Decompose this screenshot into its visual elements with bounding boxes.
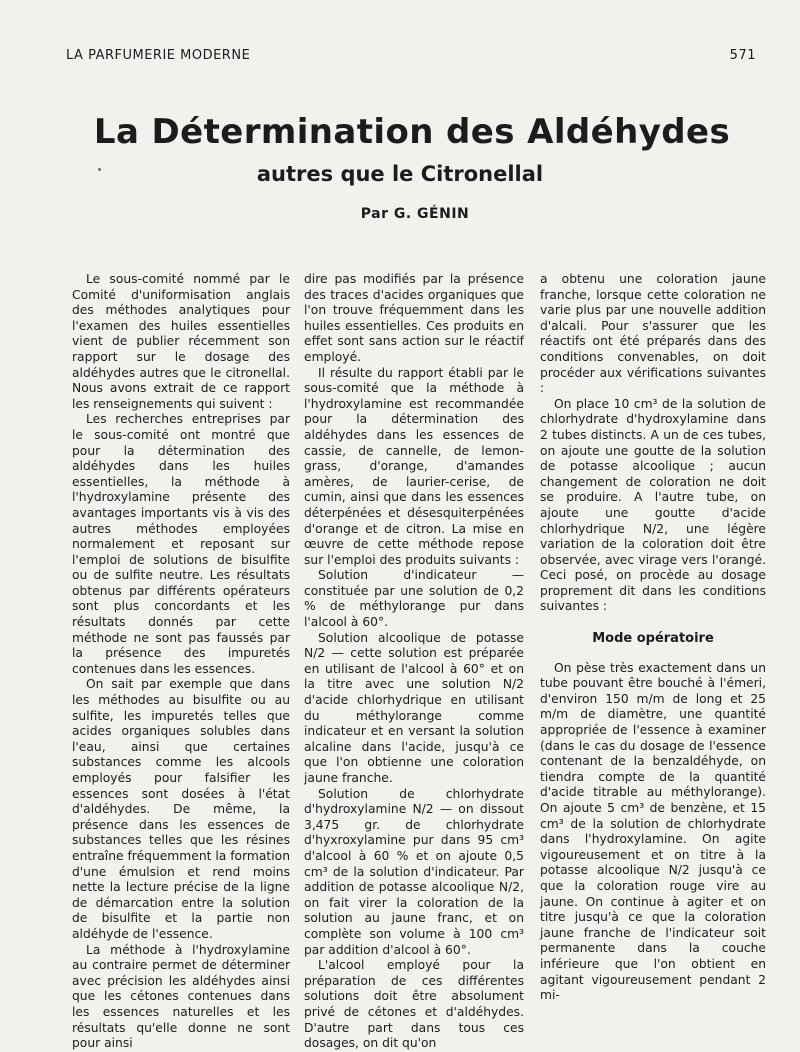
article-title: La Détermination des Aldéhydes (93, 112, 731, 152)
paragraph: dire pas modifiés par la présence des traces d'acides organiques que l'on trouve fréquemment dans les huiles essentielles. Ces produits en effet sont sans action sur le réactif employé. (304, 272, 524, 364)
journal-name: LA PARFUMERIE MODERNE (66, 48, 251, 63)
paragraph: On sait par exemple que dans les méthodes au bisulfite ou au sulfite, les impuretés telles que acides organiques solubles dans l'eau, ainsi que certaines substances comme les alcools employés pour falsifier les essences sont dosées à l'état d'aldéhydes. De même, la présence dans les essences de substances telles que les résines entraîne fréquemment la formation d'une émulsion et rend moins nette la lecture précise de la ligne de démarcation entre la solution de bisulfite et la partie non aldéhyde de l'essence. (72, 677, 290, 941)
section-heading: Mode opératoire (592, 631, 714, 647)
text-column-1 (72, 272, 290, 1051)
paragraph: Solution alcoolique de potasse N/2 — cette solution est préparée en utilisant de l'alcool à 60° et on la titre avec une solution N/2 d'acide chlorhydrique en utilisant du méthylorange comme indicateur et en versant la solution alcaline dans l'acide, jusqu'à ce que l'on obtienne une coloration jaune franche. (304, 630, 524, 785)
paragraph: Les recherches entreprises par le sous-comité ont montré que pour la détermination des aldéhydes dans les huiles essentielles, la méthode à l'hydroxylamine présente des avantages importants vis à vis des autres méthodes employées normalement et reposant sur l'emploi de solutions de bisulfite ou de sulfite neutre. Les résultats obtenus par différents opérateurs sont plus concordants et les résultats donnés par cette méthode ne sont pas faussés par la présence des impuretés contenues dans les essences. (72, 412, 290, 676)
text-column-3 (540, 272, 766, 1012)
paragraph: Solution d'indicateur — constituée par une solution de 0,2 % de méthylorange pur dans l'alcool à 60°. (304, 568, 524, 630)
paragraph: a obtenu une coloration jaune franche, lorsque cette coloration ne varie plus par une nouvelle addition d'alcali. Pour s'assurer que les réactifs ont été préparés dans des conditions convenables, on doit procéder aux vérifications suivantes : (540, 272, 766, 396)
paragraph: On place 10 cm³ de la solution de chlorhydrate d'hydroxylamine dans 2 tubes distincts. A un de ces tubes, on ajoute une goutte de la solution de potasse alcoolique ; aucun changement de coloration ne doit se produire. A l'autre tube, on ajoute une goutte d'acide chlorhydrique N/2, une légère variation de la coloration doit être observée, avec virage vers l'orangé. Ceci posé, on procède au dosage proprement dit dans les conditions suivantes : (540, 396, 766, 614)
paragraph: On pèse très exactement dans un tube pouvant être bouché à l'émeri, d'environ 150 m/m de long et 25 m/m de diamètre, une quantité appropriée de l'essence à examiner (dans le cas du dosage de l'essence contenant de la benzaldéhyde, on tiendra compte de la quantité d'acide titrable au méthylorange). On ajoute 5 cm³ de benzène, et 15 cm³ de la solution de chlorhydrate dans l'hydroxylamine. On agite vigoureusement et on titre à la potasse alcoolique N/2 jusqu'à ce que la coloration rouge vire au jaune. On continue à agiter et on titre jusqu'à ce que la coloration jaune franche de l'indicateur soit permanente dans la couche inférieure que l'on obtient en agitant vigoureusement pendant 2 mi- (540, 660, 766, 1003)
paragraph: L'alcool employé pour la préparation de ces différentes solutions doit être absolument privé de cétones et d'aldéhydes. D'autre part dans tous ces dosages, on dit qu'on (304, 958, 524, 1051)
paragraph: Le sous-comité nommé par le Comité d'uniformisation anglais des méthodes analytiques pour l'examen des huiles essentielles vient de publier récemment son rapport sur le dosage des aldéhydes autres que le citronellal. Nous avons extrait de ce rapport les renseignements qui suivent : (72, 272, 290, 411)
text-column-2 (304, 272, 524, 1051)
page-number: 571 (729, 48, 756, 63)
article-byline: Par G. GÉNIN (360, 206, 470, 222)
paragraph: La méthode à l'hydroxylamine au contraire permet de déterminer avec précision les aldéhydes ainsi que les cétones contenues dans les essences naturelles et les résultats qu'elle donne ne sont pour ainsi (72, 942, 290, 1051)
paragraph: Il résulte du rapport établi par le sous-comité que la méthode à l'hydroxylamine est recommandée pour la détermination des aldéhydes dans les essences de cassie, de cannelle, de lemon-grass, d'orange, d'amandes amères, de laurier-cerise, de cumin, ainsi que dans les essences déterpénées et désesquiterpénées d'orange et de citron. La mise en œuvre de cette méthode repose sur l'emploi des produits suivants : (304, 365, 524, 567)
paragraph: Solution de chlorhydrate d'hydroxylamine N/2 — on dissout 3,475 gr. de chlorhydrate d'hyxroxylamine pur dans 95 cm³ d'alcool à 60 % et on ajoute 0,5 cm³ de la solution d'indicateur. Par addition de potasse alcoolique N/2, on fait virer la coloration de la solution au jaune franc, et on complète son volume à 100 cm³ par addition d'alcool à 60°. (304, 786, 524, 957)
article-subtitle: autres que le Citronellal (256, 162, 544, 186)
